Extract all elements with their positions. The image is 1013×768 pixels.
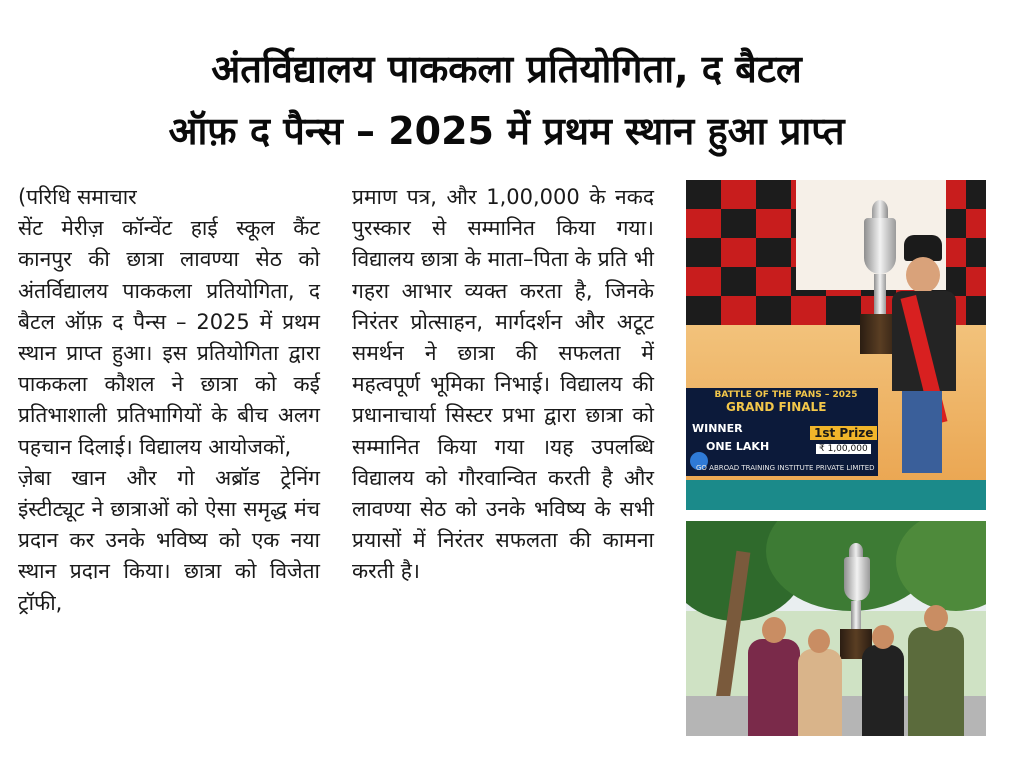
banner-first-prize: 1st Prize bbox=[810, 426, 877, 440]
article-column-2 bbox=[352, 182, 654, 588]
winner-head bbox=[906, 257, 940, 293]
article-paragraph: प्रमाण पत्र, और 1,00,000 के नकद पुरस्कार से सम्मानित किया गया। विद्यालय छात्रा के माता–पिता के प्रति भी गहरा आभार व्यक्त करता है, जिनके निरंतर प्रोत्साहन, मार्गदर्शन और अटूट समर्थन ने छात्रा की सफलता में महत्वपूर्ण भूमिका निभाई। विद्यालय की प्रधानाचार्या सिस्टर प्रभा द्वारा छात्रा को सम्मानित किया गया ।यह उपलब्धि विद्यालय को गौरवान्वित करती है और लावण्या सेठ को उनके भविष्य के सभी प्रयासों में निरंतर सफलता की कामना करती है। bbox=[352, 185, 654, 584]
headline-line-1: अंतर्विद्यालय पाककला प्रतियोगिता, द बैटल bbox=[211, 47, 802, 91]
headline-line-2: ऑफ़ द पैन्स – 2025 में प्रथम स्थान हुआ प्राप्त bbox=[168, 109, 845, 153]
article-column-1 bbox=[18, 182, 320, 619]
banner-organizer: GO ABROAD TRAINING INSTITUTE PRIVATE LIMITED bbox=[696, 464, 875, 472]
person-head bbox=[762, 617, 786, 643]
article-dateline: (परिधि समाचार bbox=[18, 185, 137, 209]
person-figure bbox=[862, 645, 904, 736]
winner-legs bbox=[902, 391, 942, 473]
banner-grand-finale: GRAND FINALE bbox=[726, 400, 827, 414]
person-head bbox=[872, 625, 894, 649]
article-paragraph: सेंट मेरीज़ कॉन्वेंट हाई स्कूल कैंट कानपुर की छात्रा लावण्या सेठ को अंतर्विद्यालय पाककला प्रतियोगिता, द बैटल ऑफ़ द पैन्स – 2025 में प्रथम स्थान प्राप्त हुआ। इस प्रतियोगिता द्वारा पाककला कौशल ने छात्रा को कई प्रतिभाशाली प्रतिभागियों के बीच अलग पहचान दिलाई। विद्यालय आयोजकों, bbox=[18, 216, 320, 459]
banner-one-lakh: ONE LAKH bbox=[706, 440, 770, 453]
person-figure bbox=[748, 639, 800, 736]
banner-title: BATTLE OF THE PANS – 2025 bbox=[714, 390, 858, 400]
banner-winner: WINNER bbox=[692, 422, 743, 435]
winner-figure bbox=[886, 235, 966, 495]
banner-amount: ₹ 1,00,000 bbox=[816, 444, 871, 454]
article-paragraph: ज़ेबा खान और गो अब्रॉड ट्रेनिंग इंस्टीट्यूट ने छात्राओं को ऐसा समृद्ध मंच प्रदान कर उनके भविष्य को एक नया स्थान प्रदान किया। छात्रा को विजेता ट्रॉफी, bbox=[18, 465, 320, 615]
person-figure bbox=[798, 649, 842, 736]
person-head bbox=[924, 605, 948, 631]
person-head bbox=[808, 629, 830, 653]
felicitation-photo bbox=[686, 521, 986, 736]
headline bbox=[20, 38, 993, 162]
person-figure bbox=[908, 627, 964, 736]
winner-photo bbox=[686, 180, 986, 510]
prize-banner bbox=[686, 388, 878, 476]
